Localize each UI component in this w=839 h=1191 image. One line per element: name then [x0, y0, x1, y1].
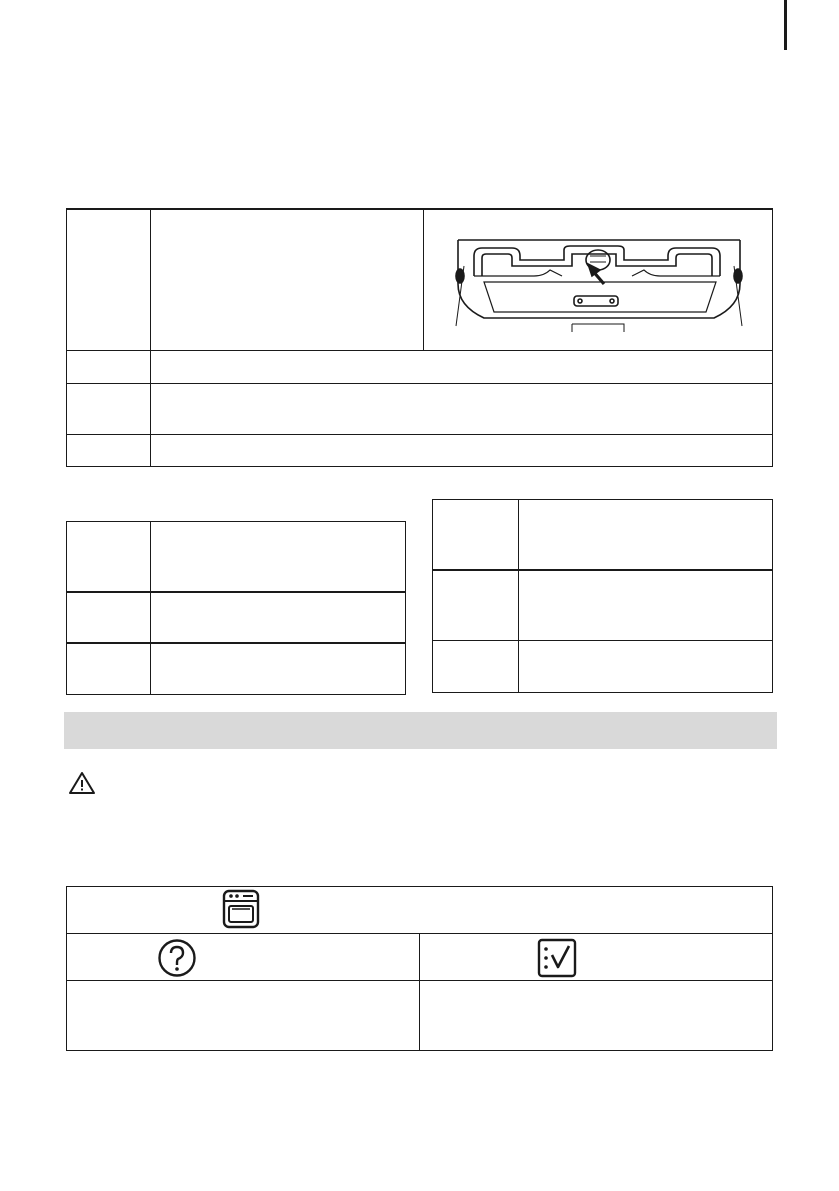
- left-table: [66, 521, 406, 695]
- table-left-border: [66, 886, 67, 1051]
- table-row-divider: [66, 642, 406, 644]
- crop-mark: [784, 0, 787, 50]
- table-row-divider: [66, 383, 773, 384]
- section-heading-bar: [64, 712, 777, 749]
- troubleshooting-table: [66, 886, 773, 1051]
- right-table: [432, 499, 773, 693]
- table-right-border: [772, 886, 773, 1051]
- table-right-border: [405, 521, 406, 695]
- table-column-divider-2: [423, 208, 424, 351]
- warning-triangle-icon: [68, 771, 96, 795]
- table-column-divider: [518, 499, 519, 693]
- table-row-divider: [66, 591, 406, 593]
- table-left-border: [66, 521, 67, 695]
- table-top-border: [66, 886, 773, 887]
- table-left-border: [66, 208, 67, 467]
- table-column-divider: [419, 933, 420, 1051]
- table-top-border: [432, 499, 773, 500]
- top-table: [66, 208, 773, 467]
- table-top-border: [66, 208, 773, 210]
- question-mark-icon: [157, 938, 197, 978]
- table-bottom-border: [66, 1050, 773, 1051]
- table-row-divider: [66, 350, 773, 351]
- table-right-border: [772, 208, 773, 467]
- table-column-divider: [150, 521, 151, 695]
- table-top-border: [66, 521, 406, 522]
- checklist-icon: [537, 938, 577, 978]
- oven-grill-illustration: [454, 226, 744, 332]
- table-bottom-border: [66, 466, 773, 467]
- table-row-divider: [432, 569, 773, 571]
- table-row-divider: [66, 434, 773, 435]
- table-row-divider: [432, 640, 773, 641]
- table-left-border: [432, 499, 433, 693]
- oven-icon: [222, 889, 260, 929]
- table-bottom-border: [66, 694, 406, 695]
- table-bottom-border: [432, 692, 773, 693]
- table-right-border: [772, 499, 773, 693]
- table-column-divider: [150, 208, 151, 467]
